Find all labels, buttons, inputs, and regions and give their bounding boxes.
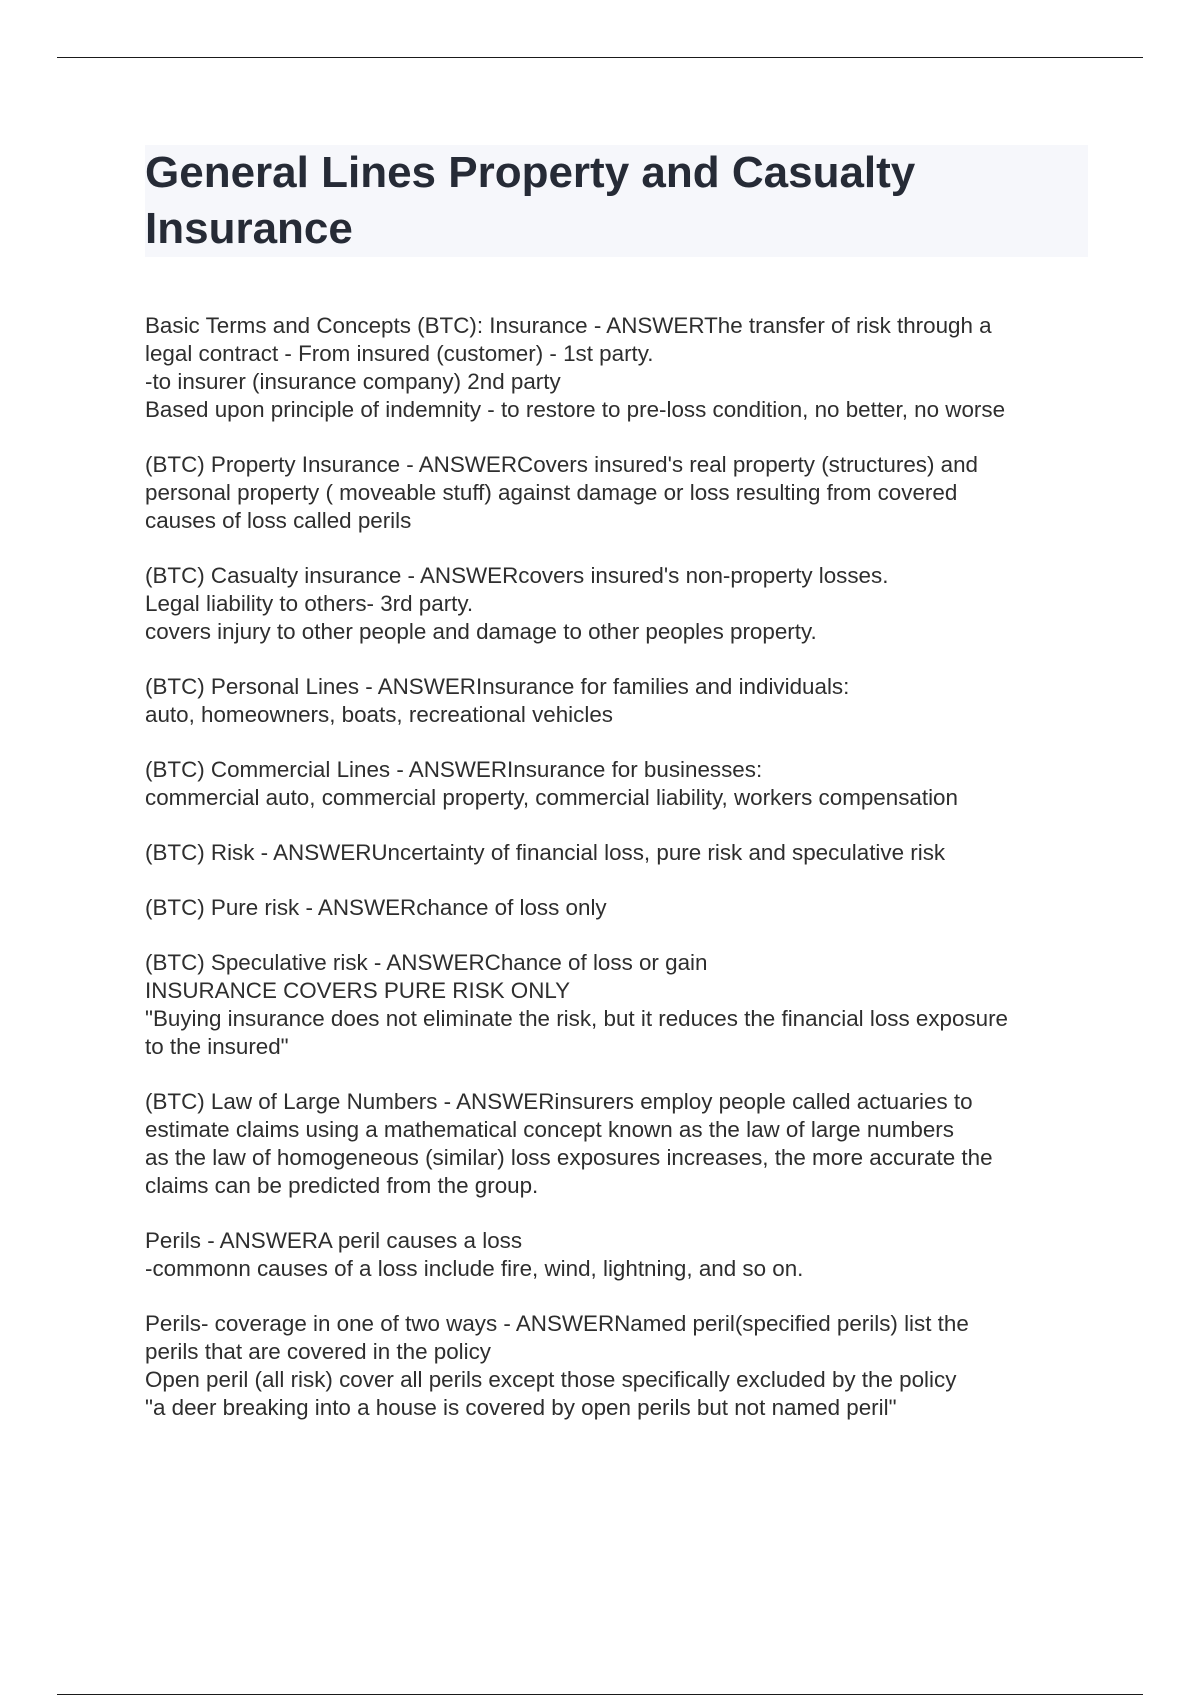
qa-entry-casualty-insurance: (BTC) Casualty insurance - ANSWERcovers insured's non-property losses. Legal liability to others- 3rd party. covers injury to other people and damage to other peoples property.: [145, 563, 889, 644]
qa-entry-speculative-risk: (BTC) Speculative risk - ANSWERChance of loss or gain INSURANCE COVERS PURE RISK ONLY "Buying insurance does not eliminate the risk, but it reduces the financial loss exposure to the insured": [145, 950, 1009, 1059]
qa-entry-insurance: Basic Terms and Concepts (BTC): Insurance - ANSWERThe transfer of risk through a legal contract - From insured (customer) - 1st party. -to insurer (insurance company) 2nd party Based upon principle of indemnity - to restore to pre-loss condition, no better, no worse: [145, 313, 1006, 422]
qa-entry-property-insurance: (BTC) Property Insurance - ANSWERCovers insured's real property (structures) and personal property ( moveable stuff) against damage or loss resulting from covered causes of loss called perils: [145, 452, 979, 533]
qa-entry-risk: (BTC) Risk - ANSWERUncertainty of financial loss, pure risk and speculative risk: [145, 840, 946, 865]
qa-entry-perils: Perils - ANSWERA peril causes a loss -commonn causes of a loss include fire, wind, lightning, and so on.: [145, 1228, 804, 1281]
top-rule: [57, 57, 1143, 58]
title-banner: [145, 145, 1088, 257]
qa-entry-commercial-lines: (BTC) Commercial Lines - ANSWERInsurance for businesses: commercial auto, commercial property, commercial liability, workers compensation: [145, 757, 958, 810]
document-title: General Lines Property and Casualty Insurance: [145, 148, 916, 253]
document-body: [145, 312, 1095, 1449]
qa-entry-perils-coverage: Perils- coverage in one of two ways - ANSWERNamed peril(specified perils) list the perils that are covered in the policy Open peril (all risk) cover all perils except those specifically excluded by the policy "a deer breaking into a house is covered by open perils but not named peril": [145, 1311, 969, 1420]
bottom-rule: [57, 1694, 1143, 1695]
qa-entry-law-of-large-numbers: (BTC) Law of Large Numbers - ANSWERinsurers employ people called actuaries to estimate claims using a mathematical concept known as the law of large numbers as the law of homogeneous (similar) loss exposures increases, the more accurate the claims can be predicted from the group.: [145, 1089, 993, 1198]
qa-entry-personal-lines: (BTC) Personal Lines - ANSWERInsurance for families and individuals: auto, homeowners, boats, recreational vehicles: [145, 674, 850, 727]
qa-entry-pure-risk: (BTC) Pure risk - ANSWERchance of loss only: [145, 895, 607, 920]
